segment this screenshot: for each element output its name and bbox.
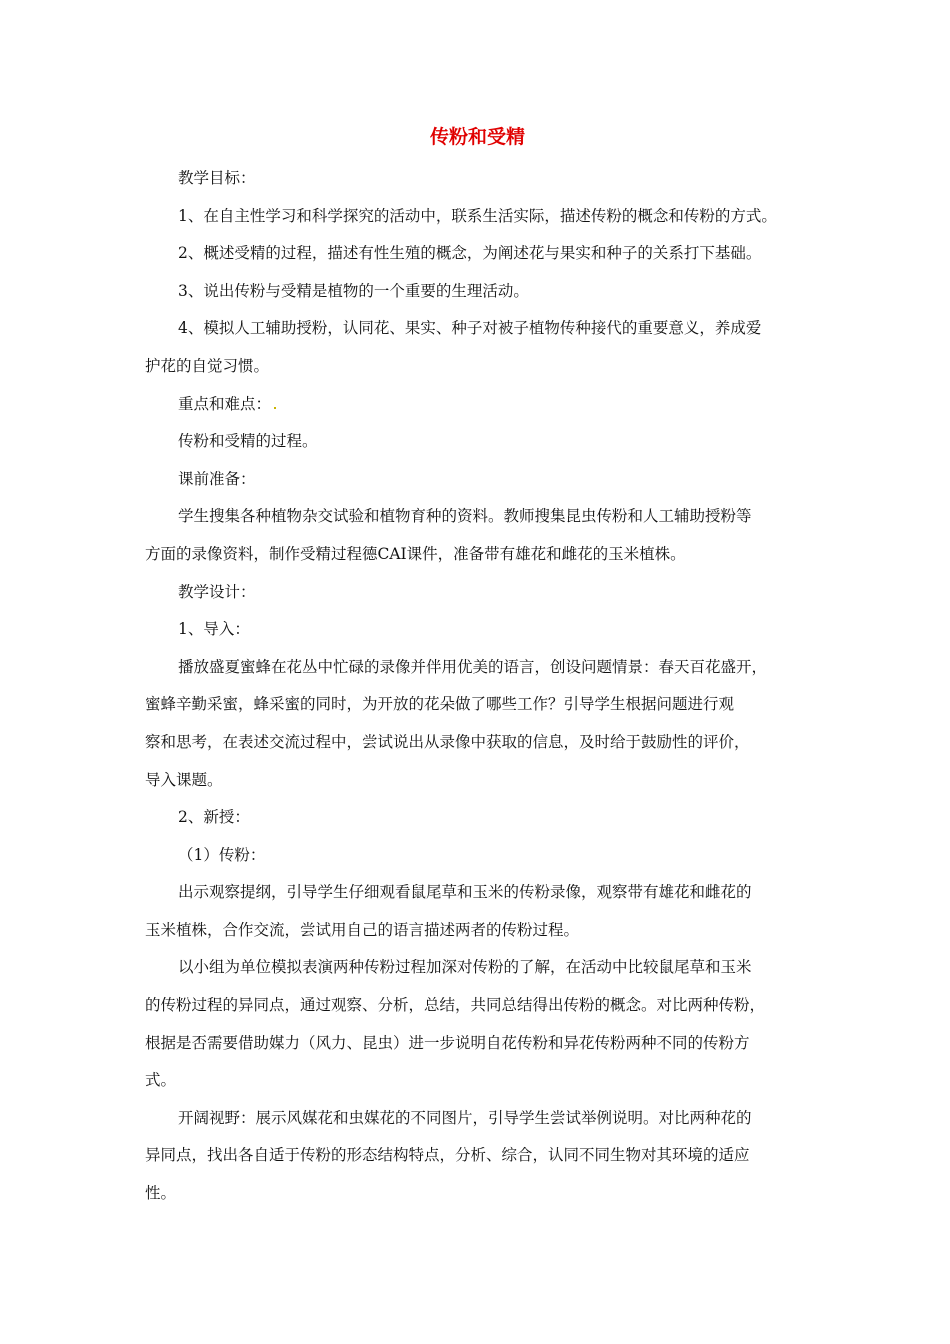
- sub1-p2-line-4: 式。: [145, 1071, 177, 1090]
- document-title: 传粉和受精: [429, 126, 525, 148]
- sub1-p1-line-2: 玉米植株，合作交流，尝试用自己的语言描述两者的传粉过程。: [145, 920, 580, 939]
- intro-line-4: 导入课题。: [145, 770, 223, 789]
- goal-4: 4、模拟人工辅助授粉，认同花、果实、种子对被子植物传种接代的重要意义，养成爱: [178, 319, 762, 338]
- key-heading-row: [145, 386, 810, 424]
- goal-3: 3、说出传粉与受精是植物的一个重要的生理活动。: [178, 281, 529, 300]
- goal-2: 2、概述受精的过程，描述有性生殖的概念，为阐述花与果实和种子的关系打下基础。: [178, 244, 762, 263]
- intro-line-1: 播放盛夏蜜蜂在花丛中忙碌的录像并伴用优美的语言，创设问题情景：春天百花盛开，: [178, 657, 768, 676]
- mark-dot: [274, 407, 276, 409]
- goal-4-continued: 护花的自觉习惯。: [145, 356, 270, 375]
- sub1-p3-line-2: 异同点，找出各自适于传粉的形态结构特点，分析、综合，认同不同生物对其环境的适应: [145, 1146, 750, 1165]
- sub1-heading: （1）传粉：: [178, 845, 266, 864]
- prep-line-2: 方面的录像资料，制作受精过程德CAI课件，准备带有雄花和雌花的玉米植株。: [145, 544, 686, 563]
- intro-line-3: 察和思考，在表述交流过程中，尝试说出从录像中获取的信息，及时给于鼓励性的评价，: [145, 732, 750, 751]
- sub1-p2-line-3: 根据是否需要借助媒力（风力、昆虫）进一步说明自花传粉和异花传粉两种不同的传粉方: [145, 1033, 750, 1052]
- key-text: 传粉和受精的过程。: [178, 432, 318, 451]
- goal-1: 1、在自主性学习和科学探究的活动中，联系生活实际，描述传粉的概念和传粉的方式。: [178, 206, 777, 225]
- intro-heading: 1、导入：: [178, 620, 250, 639]
- prep-line-1: 学生搜集各种植物杂交试验和植物育种的资料。教师搜集昆虫传粉和人工辅助授粉等: [178, 507, 752, 526]
- sub1-p3-line-1: 开阔视野：展示风媒花和虫媒花的不同图片，引导学生尝试举例说明。对比两种花的: [178, 1108, 752, 1127]
- sub1-p2-line-1: 以小组为单位模拟表演两种传粉过程加深对传粉的了解，在活动中比较鼠尾草和玉米: [178, 958, 752, 977]
- sub1-p2-line-2: 的传粉过程的异同点，通过观察、分析，总结，共同总结得出传粉的概念。对比两种传粉，: [145, 996, 766, 1015]
- goals-heading: 教学目标：: [178, 169, 256, 187]
- sub1-p1-line-1: 出示观察提纲，引导学生仔细观看鼠尾草和玉米的传粉录像，观察带有雄花和雌花的: [178, 883, 752, 902]
- sub1-p3-line-3: 性。: [145, 1184, 177, 1203]
- new-heading: 2、新授：: [178, 808, 250, 827]
- design-heading: 教学设计：: [178, 582, 256, 601]
- prep-heading: 课前准备：: [178, 469, 256, 488]
- intro-line-2: 蜜蜂辛勤采蜜，蜂采蜜的同时，为开放的花朵做了哪些工作？引导学生根据问题进行观: [145, 695, 735, 714]
- key-heading: 重点和难点：: [178, 394, 272, 413]
